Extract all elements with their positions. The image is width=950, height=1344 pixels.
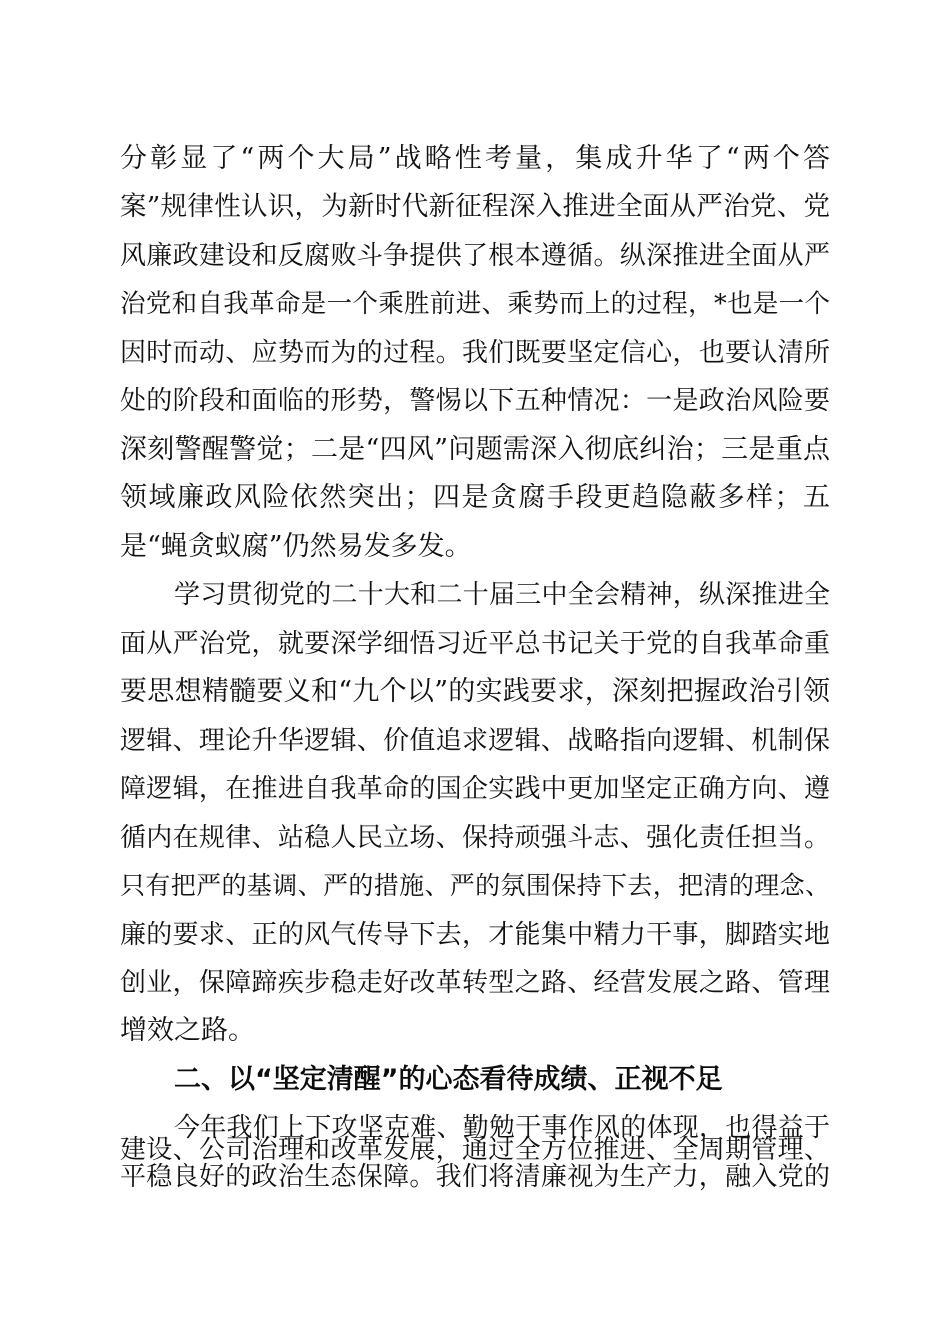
text-line: 案”规律性认识，为新时代新征程深入推进全面从严治党、党: [120, 191, 830, 222]
text-line: 平稳良好的政治生态保障。我们将清廉视为生产力，融入党的: [120, 1162, 830, 1192]
text-line: 建设、公司治理和改革发展，通过全方位推进、全周期管理、: [120, 1135, 830, 1165]
text-line: 深刻警醒警觉；二是“四风”问题需深入彻底纠治；三是重点: [120, 434, 830, 465]
text-line: 障逻辑，在推进自我革命的国企实践中更加坚定正确方向、遵: [120, 774, 830, 804]
text-line: 治党和自我革命是一个乘胜前进、乘势而上的过程，*也是一个: [120, 289, 830, 319]
text-line: 因时而动、应势而为的过程。我们既要坚定信心，也要认清所: [120, 338, 830, 368]
text-line: 循内在规律、站稳人民立场、保持顽强斗志、强化责任担当。: [120, 823, 830, 853]
text-line: 是“蝇贪蚁腐”仍然易发多发。: [120, 531, 472, 562]
text-line: 要思想精髓要义和“九个以”的实践要求，深刻把握政治引领: [120, 676, 830, 707]
text-line: 学习贯彻党的二十大和二十届三中全会精神，纵深推进全: [174, 580, 830, 610]
text-line: 增效之路。: [120, 1015, 255, 1046]
text-line: 创业，保障蹄疾步稳走好改革转型之路、经营发展之路、管理: [120, 968, 830, 998]
text-line: 今年我们上下攻坚克难、勤勉干事作风的体现，也得益于: [174, 1113, 830, 1143]
section-heading: 二、以“坚定清醒”的心态看待成绩、正视不足: [174, 1064, 723, 1095]
text-line: 面从严治党，就要深学细悟习近平总书记关于党的自我革命重: [120, 629, 830, 659]
text-line: 风廉政建设和反腐败斗争提供了根本遵循。纵深推进全面从严: [120, 241, 830, 271]
text-line: 分彰显了“两个大局”战略性考量，集成升华了“两个答: [120, 143, 830, 174]
text-line: 处的阶段和面临的形势，警惕以下五种情况：一是政治风险要: [120, 386, 830, 416]
text-line: 廉的要求、正的风气传导下去，才能集中精力干事，脚踏实地: [120, 920, 830, 950]
text-line: 领域廉政风险依然突出；四是贪腐手段更趋隐蔽多样；五: [120, 482, 830, 513]
text-line: 只有把严的基调、严的措施、严的氛围保持下去，把清的理念、: [120, 871, 830, 900]
text-line: 逻辑、理论升华逻辑、价值追求逻辑、战略指向逻辑、机制保: [120, 726, 830, 756]
